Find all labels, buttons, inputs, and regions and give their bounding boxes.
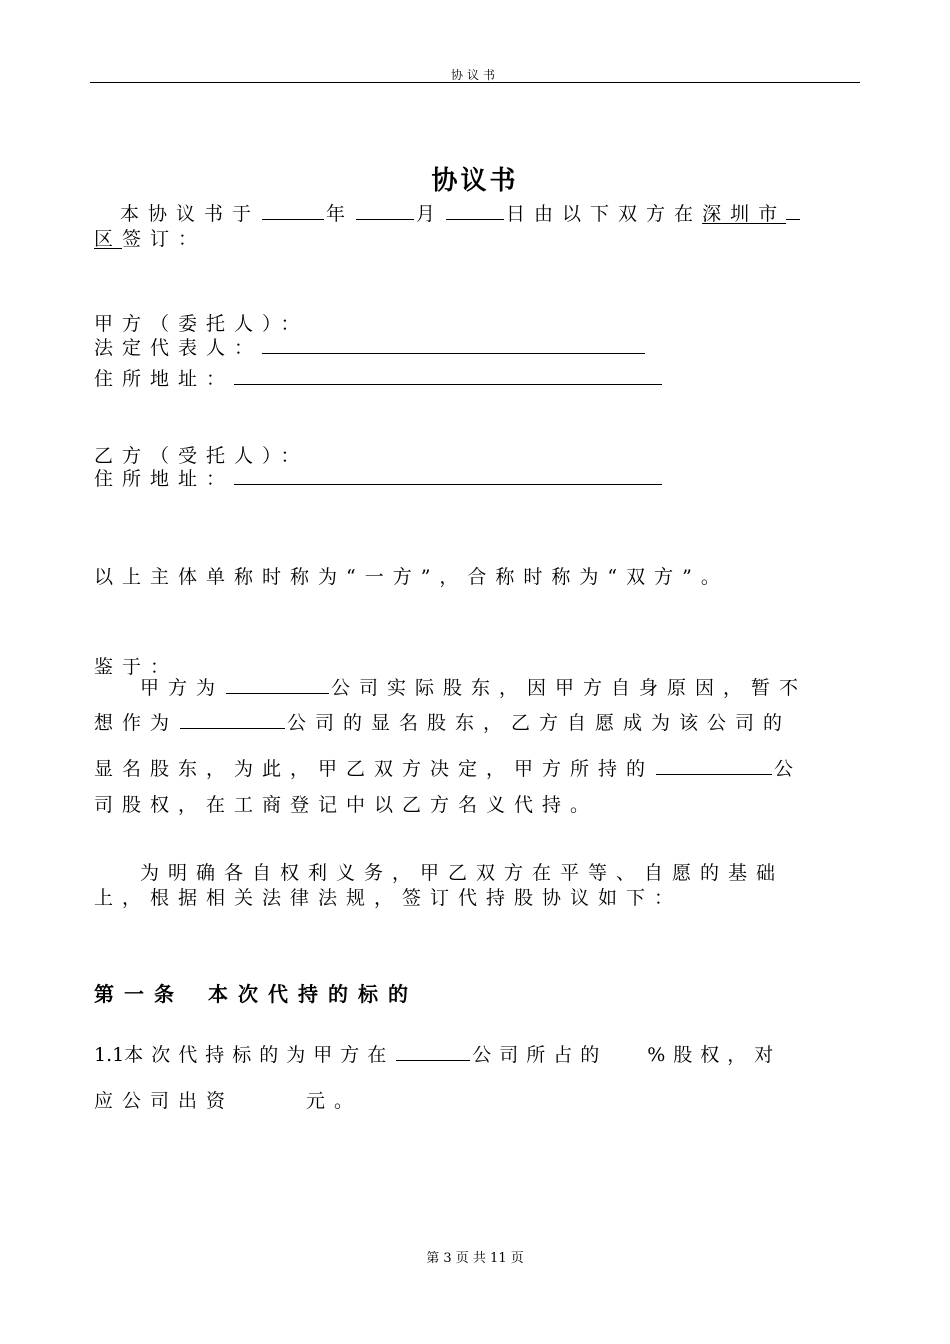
intro-line-2 <box>94 224 206 251</box>
document-title: 协议书 <box>431 166 519 196</box>
party-b-address <box>94 464 662 491</box>
month-label: 月 <box>416 203 445 225</box>
city-tail-line <box>786 201 800 220</box>
blank-company-4 <box>396 1042 470 1061</box>
blank-month <box>356 201 414 220</box>
whereas-text: 甲方为 <box>140 677 225 699</box>
blank-company-1 <box>226 675 329 694</box>
whereas-line-4: 司股权，在工商登记中以乙方名义代持。 <box>94 794 599 816</box>
intro-line-1 <box>120 199 800 226</box>
blank-address-a <box>234 366 662 385</box>
address-label: 住所地址： <box>94 468 235 490</box>
legal-rep-label: 法定代表人： <box>94 337 263 359</box>
whereas-text: 公司实际股东，因甲方自身原因，暂不 <box>331 677 808 699</box>
blank-year <box>262 201 324 220</box>
blank-day <box>446 201 504 220</box>
clause-text: %股权，对 <box>647 1044 782 1066</box>
article-title: 本次代持的标的 <box>208 982 418 1006</box>
whereas-text: 公 <box>774 758 803 780</box>
whereas-line-1 <box>140 673 807 700</box>
whereas-text: 公司的显名股东，乙方自愿成为该公司的 <box>287 712 792 734</box>
party-a-label: 甲方（委托人）： <box>94 313 309 335</box>
intro-text-2: 日由以下双方在 <box>506 203 703 225</box>
article-number: 第一条 <box>94 982 184 1006</box>
blank-address-b <box>234 466 662 485</box>
party-a-address <box>94 364 662 391</box>
purpose-line-1: 为明确各自权利义务，甲乙双方在平等、自愿的基础 <box>140 862 785 884</box>
city: 深圳市 <box>702 203 787 225</box>
district: 区 <box>94 228 123 250</box>
blank-company-2 <box>180 710 285 729</box>
blank-company-3 <box>656 756 772 775</box>
page-footer: 第 3 页 共 11 页 <box>426 1251 524 1266</box>
party-a-legal-rep <box>94 333 645 360</box>
purpose-line-2: 上，根据相关法律法规，签订代持股协议如下： <box>94 887 683 909</box>
clause-1-1-line-2 <box>94 1086 362 1113</box>
signed-label: 签订： <box>122 228 207 250</box>
whereas-text: 显名股东，为此，甲乙双方决定，甲方所持的 <box>94 758 655 780</box>
clause-number: 1.1 <box>94 1044 125 1066</box>
whereas-line-3 <box>94 754 802 781</box>
clause-text: 本次代持标的为甲方在 <box>124 1044 395 1066</box>
address-label: 住所地址： <box>94 368 235 390</box>
party-b-label: 乙方（受托人）： <box>94 445 309 467</box>
article-1-heading <box>94 978 418 1007</box>
whereas-text: 想作为 <box>94 712 179 734</box>
whereas-label: 鉴于： <box>94 656 179 678</box>
whereas-line-2 <box>94 708 791 735</box>
clause-text: 公司所占的 <box>472 1044 608 1066</box>
naming-clause: 以上主体单称时称为“一方”，合称时称为“双方”。 <box>94 566 729 588</box>
header-rule <box>90 82 860 83</box>
clause-text: 应公司出资 <box>94 1090 235 1112</box>
blank-legal-rep <box>262 335 645 354</box>
page-header: 协议书 <box>450 68 499 82</box>
clause-text: 元。 <box>306 1090 363 1112</box>
year-label: 年 <box>326 203 355 225</box>
clause-1-1-line-1 <box>94 1040 781 1067</box>
intro-text: 本协议书于 <box>120 203 261 225</box>
